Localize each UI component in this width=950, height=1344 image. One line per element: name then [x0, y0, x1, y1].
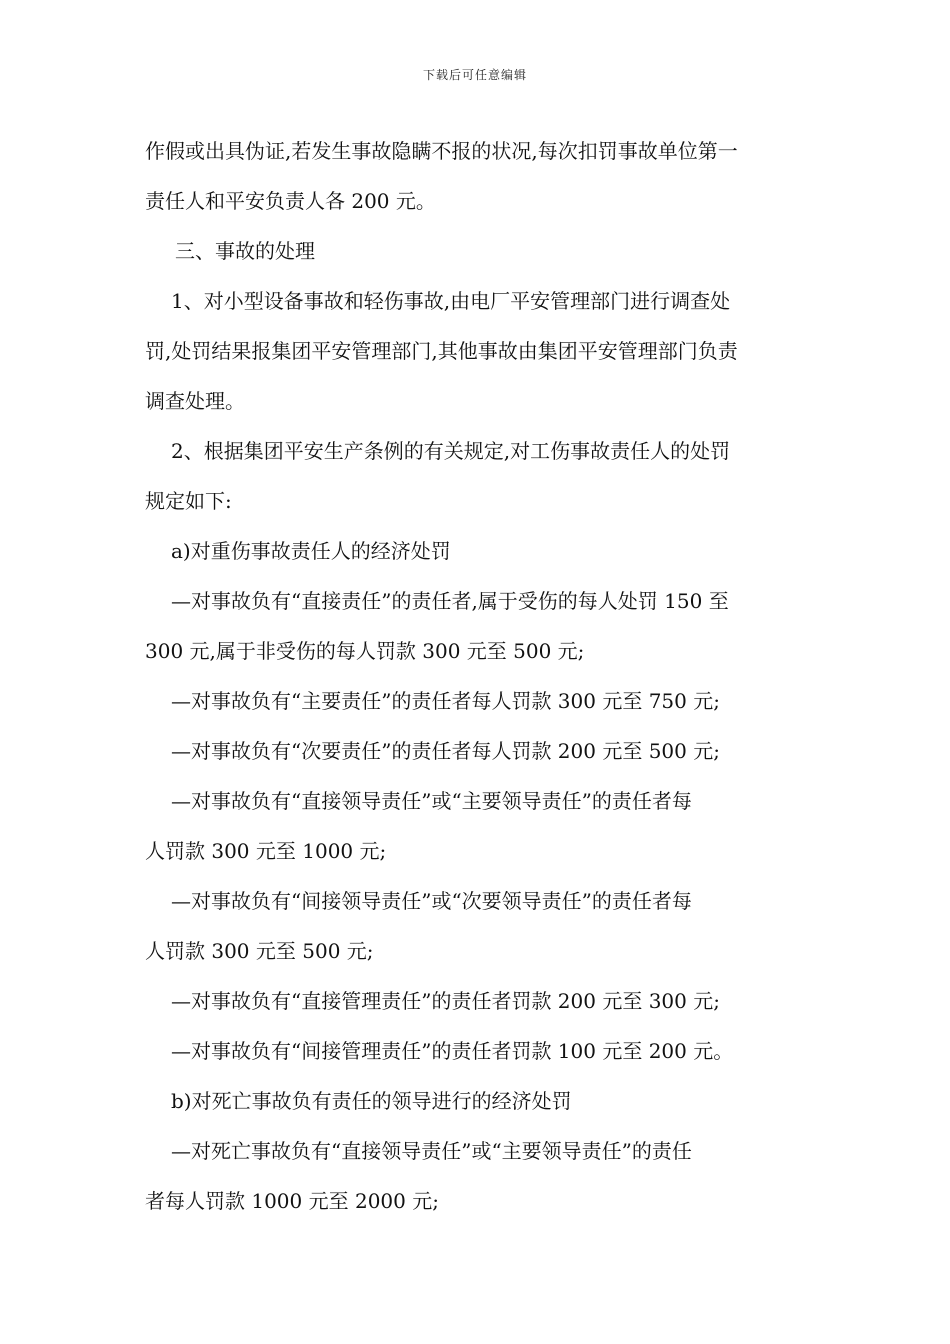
text-line: 者每人罚款 1000 元至 2000 元; — [145, 1189, 439, 1213]
text-line: —对事故负有“直接责任”的责任者,属于受伤的每人处罚 150 至 — [171, 589, 729, 613]
text-line: 作假或出具伪证,若发生事故隐瞒不报的状况,每次扣罚事故单位第一 — [145, 139, 738, 163]
text-line: 调查处理。 — [145, 389, 245, 413]
text-line: —对事故负有“直接管理责任”的责任者罚款 200 元至 300 元; — [171, 989, 720, 1013]
text-line: 人罚款 300 元至 500 元; — [145, 939, 374, 963]
text-line: 责任人和平安负责人各 200 元。 — [145, 189, 436, 213]
text-line: —对事故负有“直接领导责任”或“主要领导责任”的责任者每 — [171, 789, 692, 813]
text-line: 300 元,属于非受伤的每人罚款 300 元至 500 元; — [145, 639, 585, 663]
text-line: —对死亡事故负有“直接领导责任”或“主要领导责任”的责任 — [171, 1139, 692, 1163]
text-line: 人罚款 300 元至 1000 元; — [145, 839, 387, 863]
text-line: —对事故负有“间接管理责任”的责任者罚款 100 元至 200 元。 — [171, 1039, 734, 1063]
subsection-heading: b)对死亡事故负有责任的领导进行的经济处罚 — [171, 1089, 572, 1113]
text-line: —对事故负有“次要责任”的责任者每人罚款 200 元至 500 元; — [171, 739, 720, 763]
text-line: 1、对小型设备事故和轻伤事故,由电厂平安管理部门进行调查处 — [171, 289, 731, 313]
text-line: —对事故负有“间接领导责任”或“次要领导责任”的责任者每 — [171, 889, 692, 913]
text-line: 罚,处罚结果报集团平安管理部门,其他事故由集团平安管理部门负责 — [145, 339, 738, 363]
document-body — [145, 126, 810, 1226]
text-line: 2、根据集团平安生产条例的有关规定,对工伤事故责任人的处罚 — [171, 439, 731, 463]
page-header: 下载后可任意编辑 — [422, 68, 527, 82]
text-line: 规定如下: — [145, 489, 232, 513]
text-line: —对事故负有“主要责任”的责任者每人罚款 300 元至 750 元; — [171, 689, 720, 713]
section-heading: 三、事故的处理 — [175, 239, 315, 263]
subsection-heading: a)对重伤事故责任人的经济处罚 — [171, 539, 451, 563]
